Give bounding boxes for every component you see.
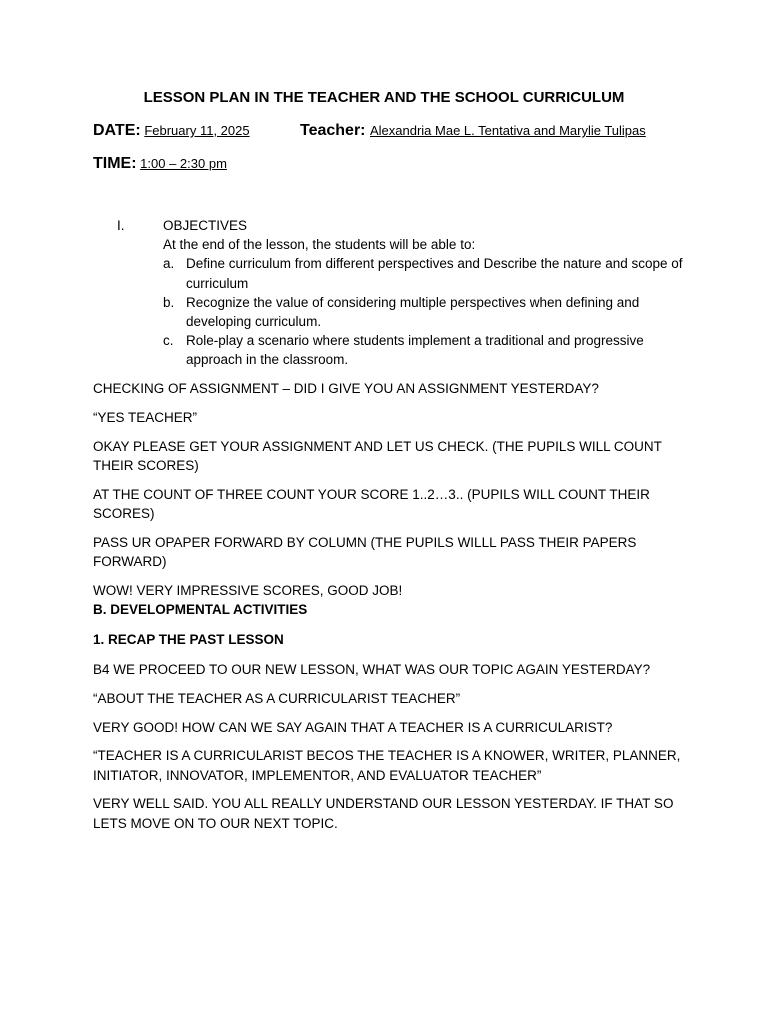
teacher-value: Alexandria Mae L. Tentativa and Marylie Tulipas [369, 123, 646, 138]
objectives-numeral: I. [117, 218, 125, 233]
paragraph: “TEACHER IS A CURRICULARIST BECOS THE TEACHER IS A KNOWER, WRITER, PLANNER, INITIATOR, INNOVATOR, IMPLEMENTOR, AND EVALUATOR TEACHER” [93, 748, 681, 783]
teacher-row [300, 122, 646, 140]
objective-text: Define curriculum from different perspectives and Describe the nature and scope of curriculum [186, 256, 683, 291]
checking-section [93, 379, 683, 609]
objectives-list [93, 254, 683, 369]
date-label: DATE: [93, 122, 141, 139]
paragraph: “ABOUT THE TEACHER AS A CURRICULARIST TEACHER” [93, 690, 461, 706]
paragraph: WOW! VERY IMPRESSIVE SCORES, GOOD JOB! [93, 582, 403, 598]
date-row [93, 122, 250, 140]
section-heading: B. DEVELOPMENTAL ACTIVITIES [93, 602, 308, 617]
objective-text: Recognize the value of considering multiple perspectives when defining and developing curriculum. [186, 294, 640, 330]
objective-letter: c. [163, 333, 174, 349]
paragraph: B4 WE PROCEED TO OUR NEW LESSON, WHAT WAS OUR TOPIC AGAIN YESTERDAY? [93, 662, 651, 677]
date-value: February 11, 2025 [144, 123, 250, 138]
objective-item [163, 254, 683, 292]
paragraph: AT THE COUNT OF THREE COUNT YOUR SCORE 1..2…3.. (PUPILS WILL COUNT THEIR SCORES) [93, 486, 650, 521]
document-title: LESSON PLAN IN THE TEACHER AND THE SCHOOL CURRICULUM [143, 89, 625, 106]
objective-text: Role-play a scenario where students implement a traditional and progressive approach in the classroom. [186, 333, 644, 368]
objective-item [163, 331, 683, 369]
time-label: TIME: [93, 155, 137, 172]
objectives-intro: At the end of the lesson, the students will be able to: [163, 237, 476, 253]
paragraph: VERY WELL SAID. YOU ALL REALLY UNDERSTAND OUR LESSON YESTERDAY. IF THAT SO LETS MOVE ON TO OUR NEXT TOPIC. [93, 796, 674, 831]
teacher-label: Teacher: [300, 122, 366, 139]
paragraph: PASS UR OPAPER FORWARD BY COLUMN (THE PUPILS WILLL PASS THEIR PAPERS FORWARD) [93, 534, 637, 569]
subsection-heading: 1. RECAP THE PAST LESSON [93, 632, 284, 647]
objective-letter: a. [163, 256, 175, 272]
paragraph: CHECKING OF ASSIGNMENT – DID I GIVE YOU AN ASSIGNMENT YESTERDAY? [93, 381, 599, 396]
objectives-heading: OBJECTIVES [163, 218, 248, 233]
objectives-section [93, 216, 683, 370]
paragraph: VERY GOOD! HOW CAN WE SAY AGAIN THAT A TEACHER IS A CURRICULARIST? [93, 719, 613, 735]
paragraph: OKAY PLEASE GET YOUR ASSIGNMENT AND LET US CHECK. (THE PUPILS WILL COUNT THEIR SCORES) [93, 438, 662, 473]
paragraph: “YES TEACHER” [93, 409, 198, 425]
objective-letter: b. [163, 294, 175, 310]
developmental-section [93, 600, 683, 842]
time-row [93, 155, 227, 173]
objective-item [163, 293, 683, 331]
time-value: 1:00 – 2:30 pm [140, 156, 227, 171]
